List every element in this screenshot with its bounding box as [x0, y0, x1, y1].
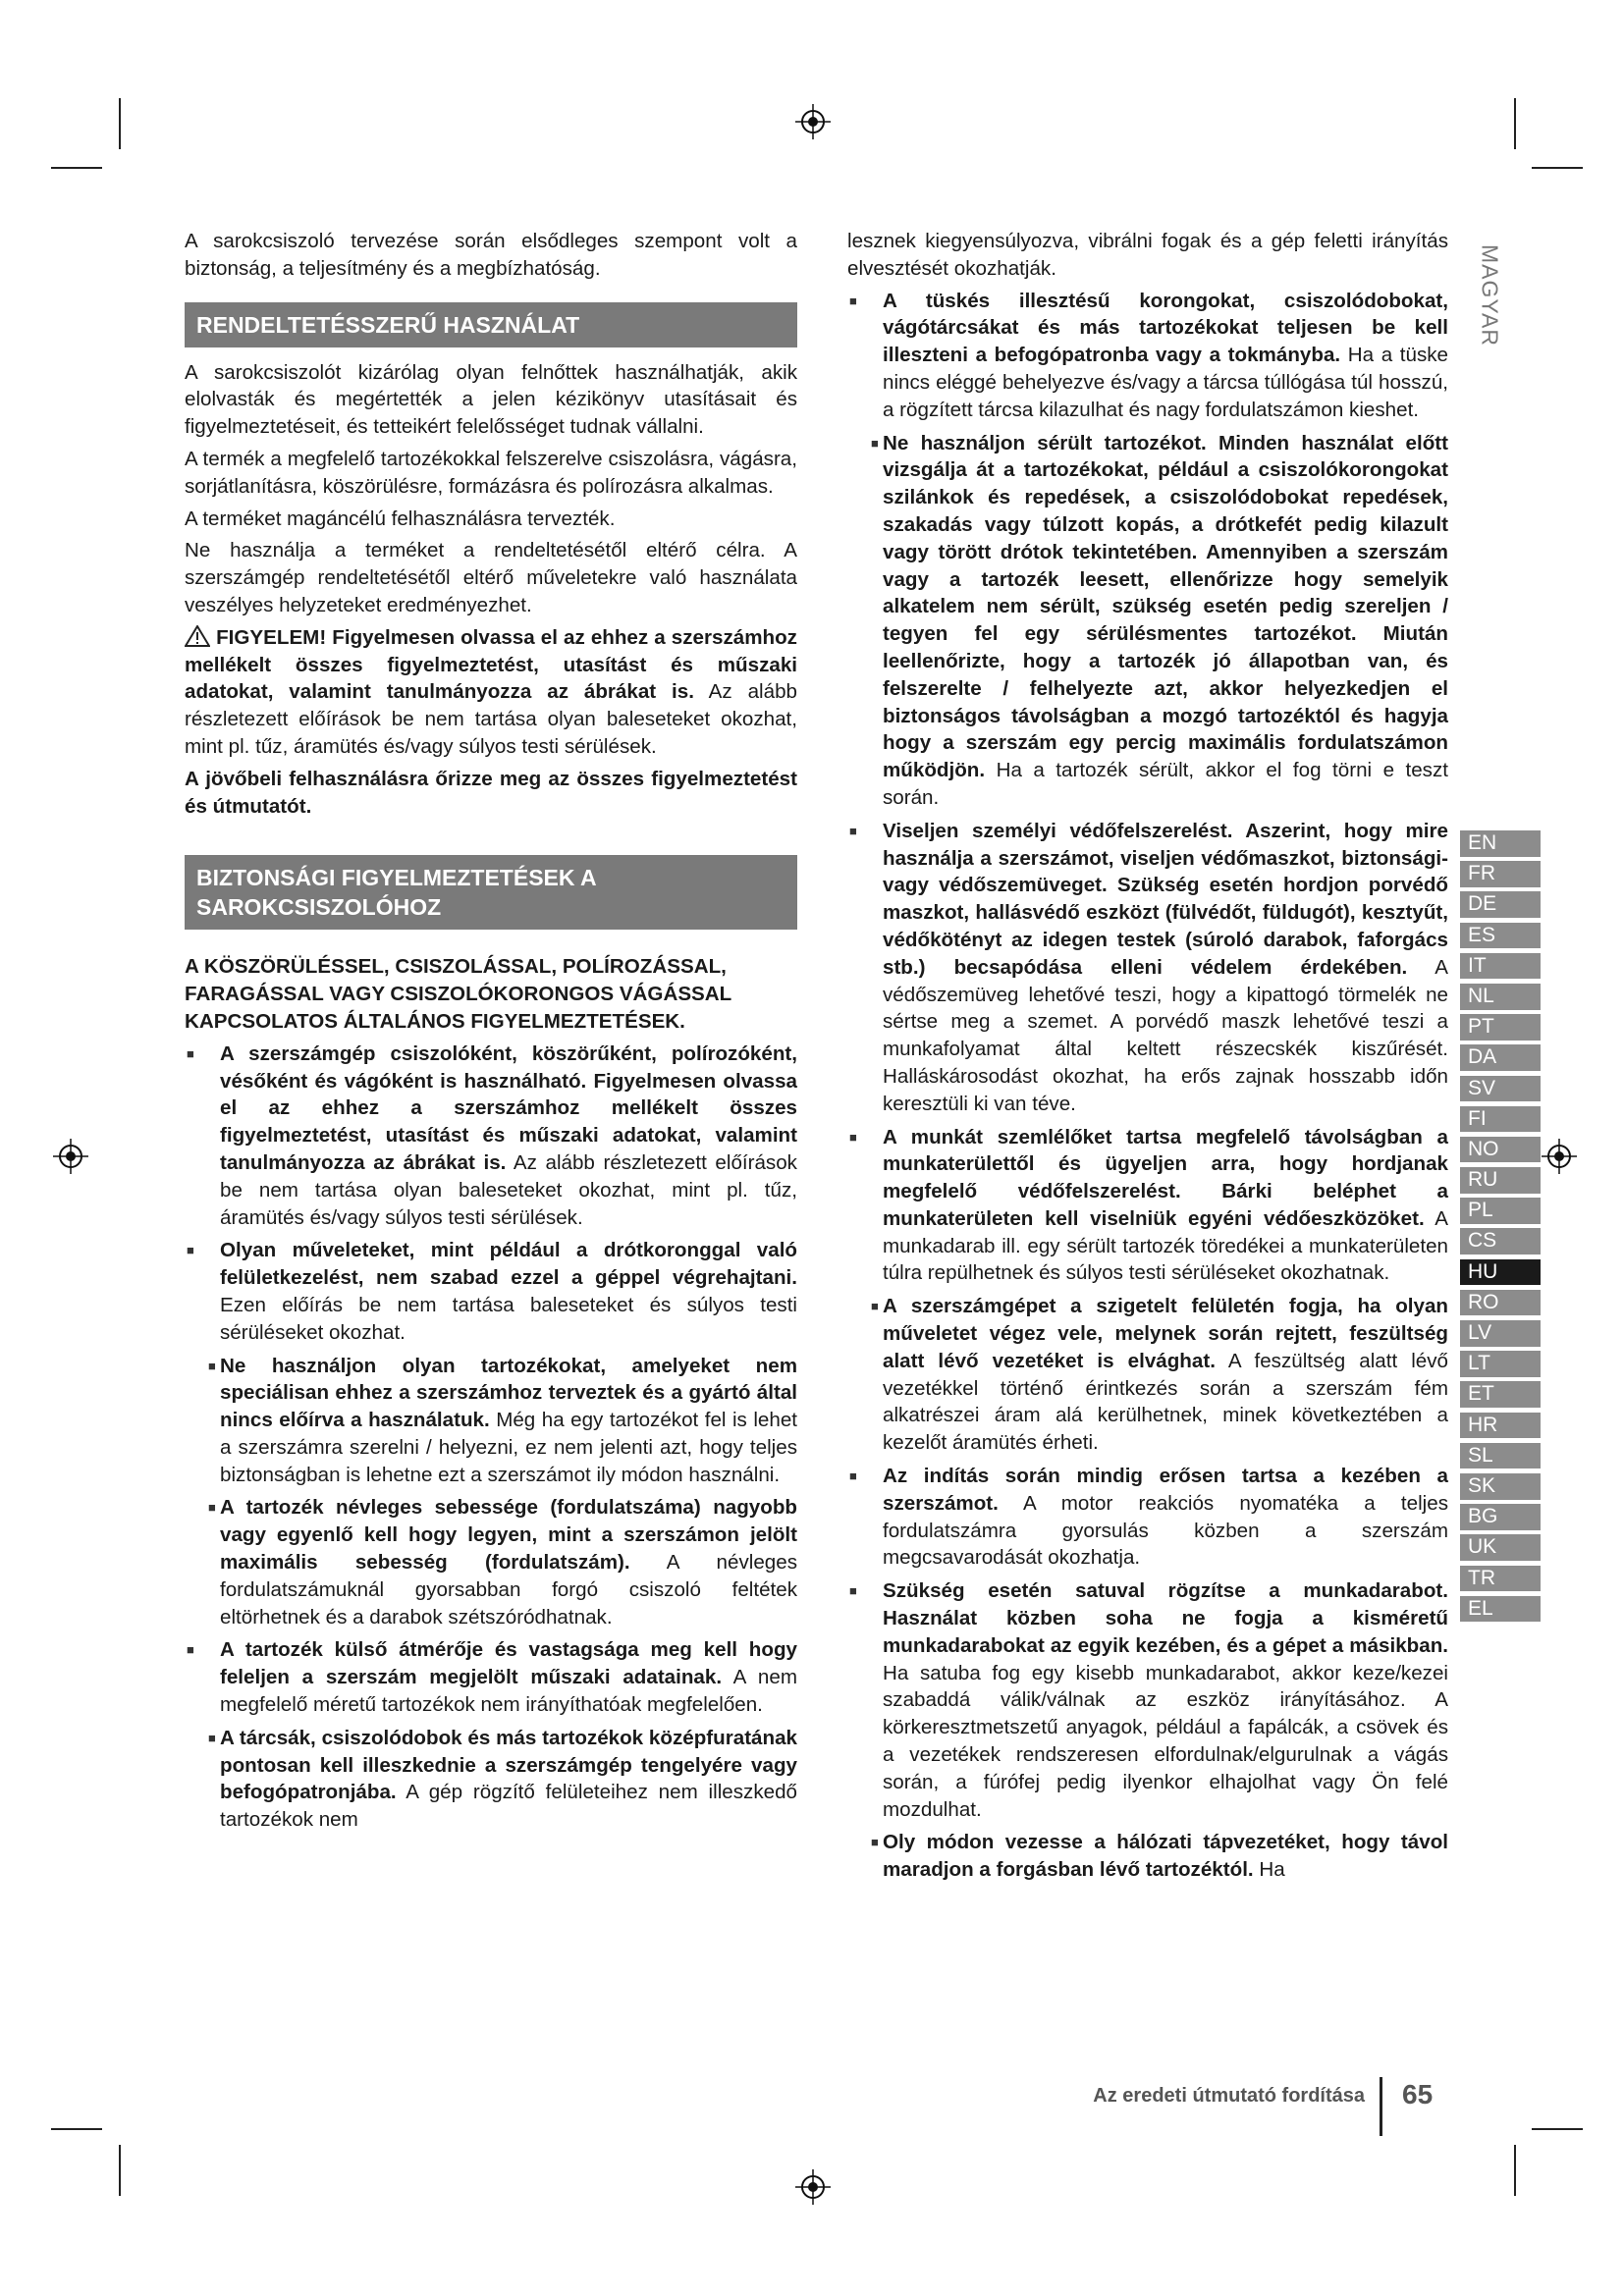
bullet-bold-text: Olyan műveleteket, mint például a drótkoronggal való felületkezelést, nem szabad ezzel a géppel végrehajtani.: [220, 1239, 797, 1290]
right-column: [847, 228, 1448, 1890]
bullet-item: [847, 288, 1448, 424]
bullet-bold-text: A munkát szemlélőket tartsa megfelelő távolságban a munkaterülettől és ügyeljen arra, hogy hordjanak megfelelő védőfelszerelést. Bárki beléphet a munkaterületen kell viselniük egyéni védőeszközöket.: [883, 1125, 1448, 1230]
bullet-text: A névleges fordulatszámuknál gyorsabban forgó csiszoló feltétek eltörhetnek és a darabok szétszóródhatnak.: [220, 1551, 797, 1629]
bullet-bold-text: Ne használjon olyan tartozékokat, amelyeket nem speciálisan ehhez a szerszámhoz terveztek és a gyártó által nincs előírva a használatuk.: [220, 1354, 797, 1432]
bullet-bold-text: Oly módon vezesse a hálózati tápvezetéket, hogy távol maradjon a forgásban lévő tartozéktól.: [883, 1831, 1448, 1882]
bullet-bold-text: A szerszámgépet a szigetelt felületén fogja, ha olyan műveletet végez vele, melynek során rejtett, feszültség alatt lévő vezetéket is elvághat.: [883, 1295, 1448, 1372]
language-tab-pl: PL: [1460, 1198, 1541, 1224]
bullet-text: A motor reakciós nyomatéka a teljes fordulatszámra gyorsulás közben a szerszám megcsavarodását okozhatja.: [883, 1491, 1448, 1570]
language-tab-fr: FR: [1460, 861, 1541, 887]
language-tab-sl: SL: [1460, 1443, 1541, 1469]
bullet-text: A feszültség alatt lévő vezetékkel történő érintkezés során a szerszám fém alkatrészei áram alá kerülhetnek, minek következtében a kezelőt áramütés érheti.: [883, 1349, 1448, 1455]
left-column: [185, 228, 797, 1840]
bullet-item: [847, 430, 1448, 812]
language-tab-no: NO: [1460, 1137, 1541, 1163]
language-tab-uk: UK: [1460, 1534, 1541, 1561]
language-tab-hu: HU: [1460, 1259, 1541, 1286]
warning-bold: FIGYELEM! Figyelmesen olvassa el az ehhez a szerszámhoz mellékelt összes figyelmeztetést, utasítást és műszaki adatokat, valamint tanulmányozza az ábrákat is.: [185, 625, 797, 704]
bullet-text: Még ha egy tartozékot fel is lehet a szerszámra szerelni / helyezni, ez nem jelenti azt, hogy teljes biztonságban is lehetne ezt a szerszámot ily módon használni.: [220, 1409, 797, 1486]
language-tab-sk: SK: [1460, 1473, 1541, 1500]
continuation-text: lesznek kiegyensúlyozva, vibrálni fogak és a gép feletti irányítás elvesztését okozhatják.: [847, 230, 1448, 280]
language-tab-de: DE: [1460, 891, 1541, 918]
bullet-item: [847, 1293, 1448, 1457]
language-tab-cs: CS: [1460, 1228, 1541, 1255]
bullet-bold-text: A tartozék névleges sebessége (fordulatszáma) nagyobb vagy egyenlő kell hogy legyen, mint a szerszámon jelölt maximális sebesség (fordulatszám).: [220, 1496, 797, 1575]
language-tab-sv: SV: [1460, 1076, 1541, 1102]
language-tab-fi: FI: [1460, 1106, 1541, 1133]
crop-mark: [1532, 2128, 1583, 2130]
bullet-item: [185, 1353, 797, 1489]
language-tab-nl: NL: [1460, 984, 1541, 1010]
crop-mark: [119, 98, 121, 149]
page-number: 65: [1402, 2079, 1434, 2109]
bullet-text: A nem megfelelő méretű tartozékok nem irányíthatóak megfelelően.: [220, 1666, 797, 1717]
bullet-bold-text: Viseljen személyi védőfelszerelést. Aszerint, hogy mire használja a szerszámot, viseljen védőmaszkot, biztonsági- vagy védőszemüveget. Szükség esetén hordjon porvédő maszkot, hallásvédő eszközt (fülvédőt, füldugót), kesztyűt, védőkötényt az idegen testek (súroló darabok, faforgács stb.) becsapódása elleni védelem érdekében.: [883, 819, 1448, 979]
language-tab-da: DA: [1460, 1044, 1541, 1071]
language-tab-lv: LV: [1460, 1320, 1541, 1347]
language-side-label: [1470, 232, 1509, 359]
language-tab-es: ES: [1460, 923, 1541, 949]
bullet-item: [185, 1494, 797, 1630]
bullet-text: A munkadarab ill. egy sérült tartozék töredékei a munkaterületen túlra repülhetnek és súlyos testi sérüléseket okozhatnak.: [883, 1206, 1449, 1285]
bullet-item: [847, 818, 1448, 1118]
warning-text: Az alább részletezett előírások be nem tartása olyan baleseteket okozhat, mint pl. tűz, áramütés és/vagy súlyos testi sérülések.: [185, 680, 797, 758]
right-bullet-list: [847, 288, 1448, 1884]
bullet-bold-text: A szerszámgép csiszolóként, köszörűként, polírozóként, vésőként és vágóként is használható. Figyelmesen olvassa el az ehhez a szerszámhoz mellékelt összes figyelmeztetést, utasítást és műszaki adatokat, valamint tanulmányozza az ábrákat is.: [220, 1041, 797, 1174]
bullet-item: [847, 1463, 1448, 1572]
bullet-bold-text: Szükség esetén satuval rögzítse a munkadarabot. Használat közben soha ne fogja a kisméretű munkadarabokat az egyik kezében, és a gépet a másikban.: [883, 1579, 1448, 1657]
warning-triangle-icon: [185, 625, 210, 647]
language-tab-bg: BG: [1460, 1504, 1541, 1530]
warning-paragraph: [185, 624, 797, 761]
crop-mark: [1514, 98, 1516, 149]
bullet-item: [185, 1636, 797, 1718]
bullet-bold-text: A tüskés illesztésű korongokat, csiszolódobokat, vágótárcsákat és más tartozékokat teljesen be kell illeszteni a befogópatronba vagy a tokmányba.: [883, 289, 1448, 367]
language-tab-en: EN: [1460, 830, 1541, 857]
bullet-text: A védőszemüveg lehetővé teszi, hogy a kipattogó törmelék ne sértse meg a szemet. A porvédő maszk lehetővé teszi a munkafolyamat által keltett részecskék kiszűrését. Halláskárosodást okozhat, ha erős zajnak hosszabb időn keresztüli ki van téve.: [883, 955, 1448, 1115]
language-tab-ru: RU: [1460, 1167, 1541, 1194]
language-tab-pt: PT: [1460, 1014, 1541, 1041]
left-bullet-list: [185, 1041, 797, 1834]
footer-divider: [1380, 2077, 1382, 2136]
bullet-text: Ha a tartozék sérült, akkor el fog törni e teszt során.: [883, 759, 1448, 809]
bullet-text: Ha satuba fog egy kisebb munkadarabot, akkor keze/kezei szabaddá válik/válnak az eszköz irányításához. A körkeresztmetszetű anyagok, például a fapálcák, a csövek és a vezetékek rendszeresen elfordulnak/elgurulnak a vágás során, a fúrófej pedig ilyenkor elhajolhat vagy Ön felé mozdulhat.: [883, 1661, 1448, 1821]
bullet-item: [847, 1577, 1448, 1823]
bullet-item: [847, 1829, 1448, 1884]
language-side-label-text: MAGYAR: [1477, 244, 1503, 347]
paragraph: Ne használja a terméket a rendeltetésétől eltérő célra. A szerszámgép rendeltetésétől eltérő műveletekre való használata veszélyes helyzeteket eredményezhet.: [185, 539, 797, 616]
language-tabs: [1460, 830, 1541, 1627]
general-warnings-title: A KÖSZÖRÜLÉSSEL, CSISZOLÁSSAL, POLÍROZÁSSAL, FARAGÁSSAL VAGY CSISZOLÓKORONGOS VÁGÁSSAL KAPCSOLATOS ÁLTALÁNOS FIGYELMEZTETÉSEK.: [185, 955, 731, 1033]
keep-instructions: [185, 766, 797, 821]
crop-mark: [1532, 167, 1583, 169]
registration-mark-icon: [1540, 1137, 1579, 1176]
language-tab-lt: LT: [1460, 1351, 1541, 1377]
footer-text: Az eredeti útmutató fordítása: [1093, 2085, 1365, 2107]
crop-mark: [119, 2145, 121, 2196]
bullet-text: Ezen előírás be nem tartása baleseteket és súlyos testi sérüléseket okozhat.: [220, 1293, 797, 1344]
bullet-text: Ha: [1253, 1858, 1285, 1882]
keep-instructions-text: A jövőbeli felhasználásra őrizze meg az összes figyelmeztetést és útmutatót.: [185, 767, 797, 818]
registration-mark-icon: [793, 2167, 833, 2207]
bullet-bold-text: A tárcsák, csiszolódobok és más tartozékok középfuratának pontosan kell illeszkednie a szerszámgép tengelyére vagy befogópatronjába.: [220, 1726, 797, 1804]
bullet-text: Ha a tüske nincs eléggé behelyezve és/vagy a tárcsa túllógása túl hosszú, a rögzített tárcsa kilazulhat és nagy fordulatszámon kieshet.: [883, 344, 1448, 421]
bullet-item: [185, 1041, 797, 1232]
paragraph: A sarokcsiszolót kizárólag olyan felnőttek használhatják, akik elolvasták és megértették a jelen kézikönyv utasításait és figyelmeztetéseit, és tetteikért felelősséget tudnak vállalni.: [185, 360, 797, 439]
language-tab-el: EL: [1460, 1596, 1541, 1623]
crop-mark: [1514, 2145, 1516, 2196]
bullet-bold-text: Ne használjon sérült tartozékot. Minden használat előtt vizsgálja át a tartozékokat, például a csiszolókorongokat szilánkok és repedések, a csiszolódobokat repedések, szakadás vagy túlzott kopás, a drótkefét pedig kilazult vagy törött drótok tekintetében. Amennyiben a szerszám vagy a tartozék leesett, ellenőrizze hogy semelyik alkatelem nem sérült, szükség esetén pedig szereljen / tegyen fel egy sérülésmentes tartozékot. Miután leellenőrizte, hogy a tartozék jó állapotban van, és felszerelte / felhelyezte azt, akkor helyezkedjen el biztonságos távolságban a mozgó tartozéktól és hagyja hogy a szerszám egy percig maximális fordulatszámon működjön.: [883, 431, 1448, 782]
intro-text: A sarokcsiszoló tervezése során elsődleges szempont volt a biztonság, a teljesítmény és a megbízhatóság.: [185, 230, 797, 280]
language-tab-hr: HR: [1460, 1413, 1541, 1439]
section-heading-safety: BIZTONSÁGI FIGYELMEZTETÉSEK A SAROKCSISZOLÓHOZ: [185, 855, 797, 930]
language-tab-et: ET: [1460, 1381, 1541, 1408]
crop-mark: [51, 2128, 102, 2130]
paragraph: A terméket magáncélú felhasználásra tervezték.: [185, 507, 616, 530]
language-tab-tr: TR: [1460, 1566, 1541, 1592]
bullet-bold-text: A tartozék külső átmérője és vastagsága meg kell hogy feleljen a szerszám megjelölt műszaki adatainak.: [220, 1638, 797, 1689]
bullet-item: [185, 1725, 797, 1834]
registration-mark-icon: [51, 1137, 90, 1176]
bullet-item: [847, 1124, 1448, 1288]
section-heading-intended-use: RENDELTETÉSSZERŰ HASZNÁLAT: [185, 302, 797, 347]
registration-mark-icon: [793, 102, 833, 141]
bullet-text: A gép rögzítő felületeihez nem illeszkedő tartozékok nem: [220, 1781, 797, 1832]
language-tab-ro: RO: [1460, 1290, 1541, 1316]
paragraph: A termék a megfelelő tartozékokkal felszerelve csiszolásra, vágásra, sorjátlanításra, köszörülésre, formázásra és polírozásra alkalmas.: [185, 447, 797, 498]
bullet-item: [185, 1237, 797, 1346]
crop-mark: [51, 167, 102, 169]
language-tab-it: IT: [1460, 953, 1541, 980]
bullet-text: Az alább részletezett előírások be nem tartása olyan baleseteket okozhat, mint pl. tűz, áramütés és/vagy súlyos testi sérülések.: [220, 1150, 797, 1229]
bullet-bold-text: Az indítás során mindig erősen tartsa a kezében a szerszámot.: [883, 1465, 1448, 1515]
